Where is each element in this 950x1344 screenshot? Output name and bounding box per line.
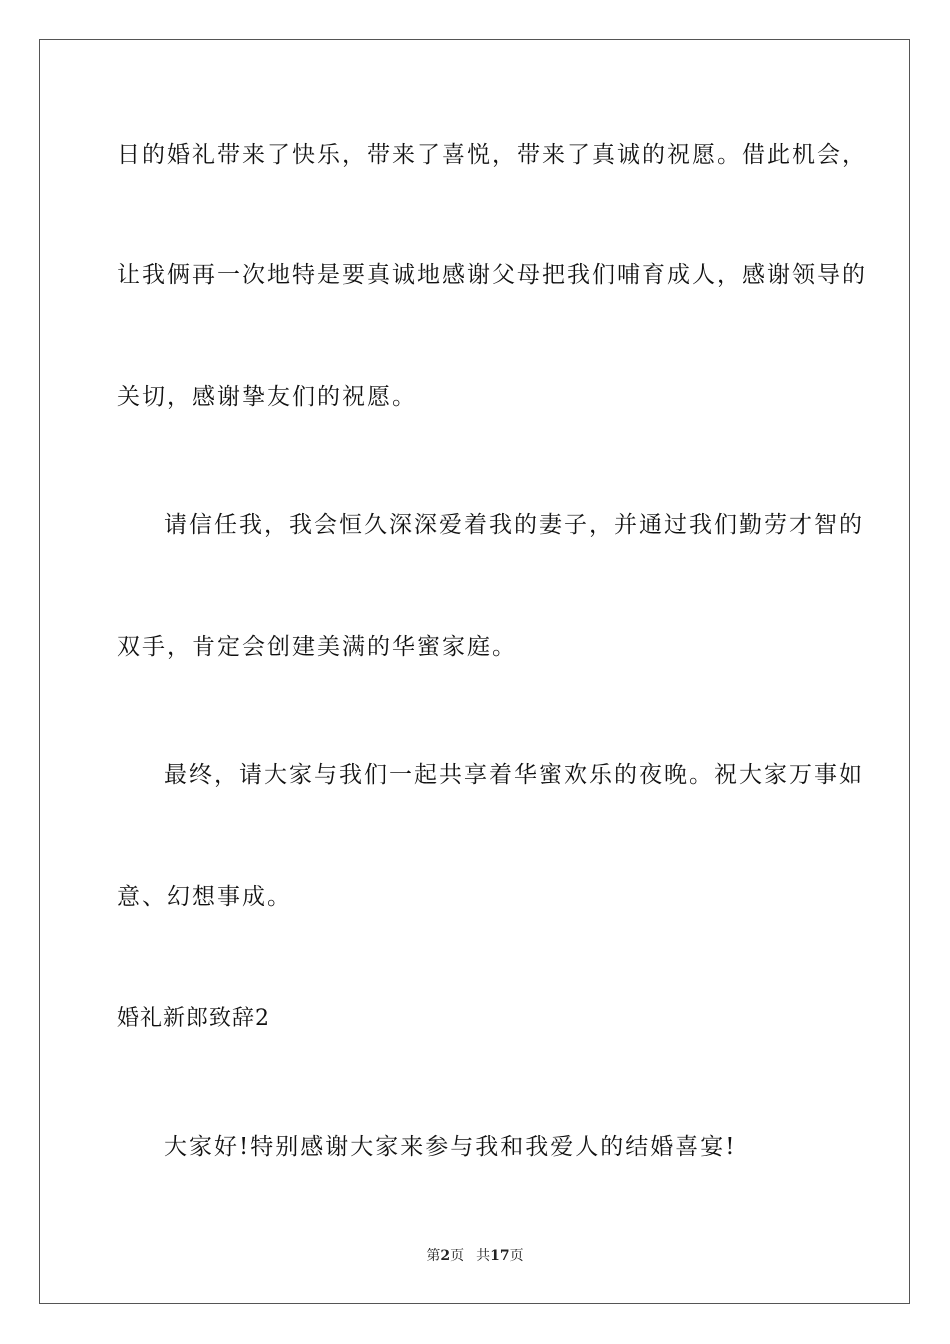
- paragraph-line: 日的婚礼带来了快乐，带来了喜悦，带来了真诚的祝愿。借此机会，: [117, 142, 867, 168]
- footer-page-number: 2: [440, 1248, 451, 1264]
- paragraph-line: 双手，肯定会创建美满的华蜜家庭。: [117, 634, 517, 660]
- page-frame: [39, 39, 910, 1304]
- paragraph-line: 关切，感谢挚友们的祝愿。: [117, 384, 417, 410]
- paragraph-line: 意、幻想事成。: [117, 884, 292, 910]
- paragraph-line: 让我俩再一次地特是要真诚地感谢父母把我们哺育成人，感谢领导的: [117, 262, 867, 288]
- section-heading: 婚礼新郎致辞2: [117, 1006, 270, 1031]
- footer-total-prefix: 共: [476, 1248, 491, 1264]
- paragraph-line: 最终，请大家与我们一起共享着华蜜欢乐的夜晚。祝大家万事如: [164, 762, 864, 788]
- footer-page-suffix: 页: [450, 1248, 465, 1264]
- paragraph-line: 大家好!特别感谢大家来参与我和我爱人的结婚喜宴!: [164, 1134, 737, 1160]
- footer-total-pages: 17: [490, 1248, 510, 1264]
- paragraph-line: 请信任我，我会恒久深深爱着我的妻子，并通过我们勤劳才智的: [164, 512, 864, 538]
- page-footer: [0, 1247, 950, 1265]
- footer-page-prefix: 第: [426, 1248, 441, 1264]
- footer-total-suffix: 页: [509, 1248, 524, 1264]
